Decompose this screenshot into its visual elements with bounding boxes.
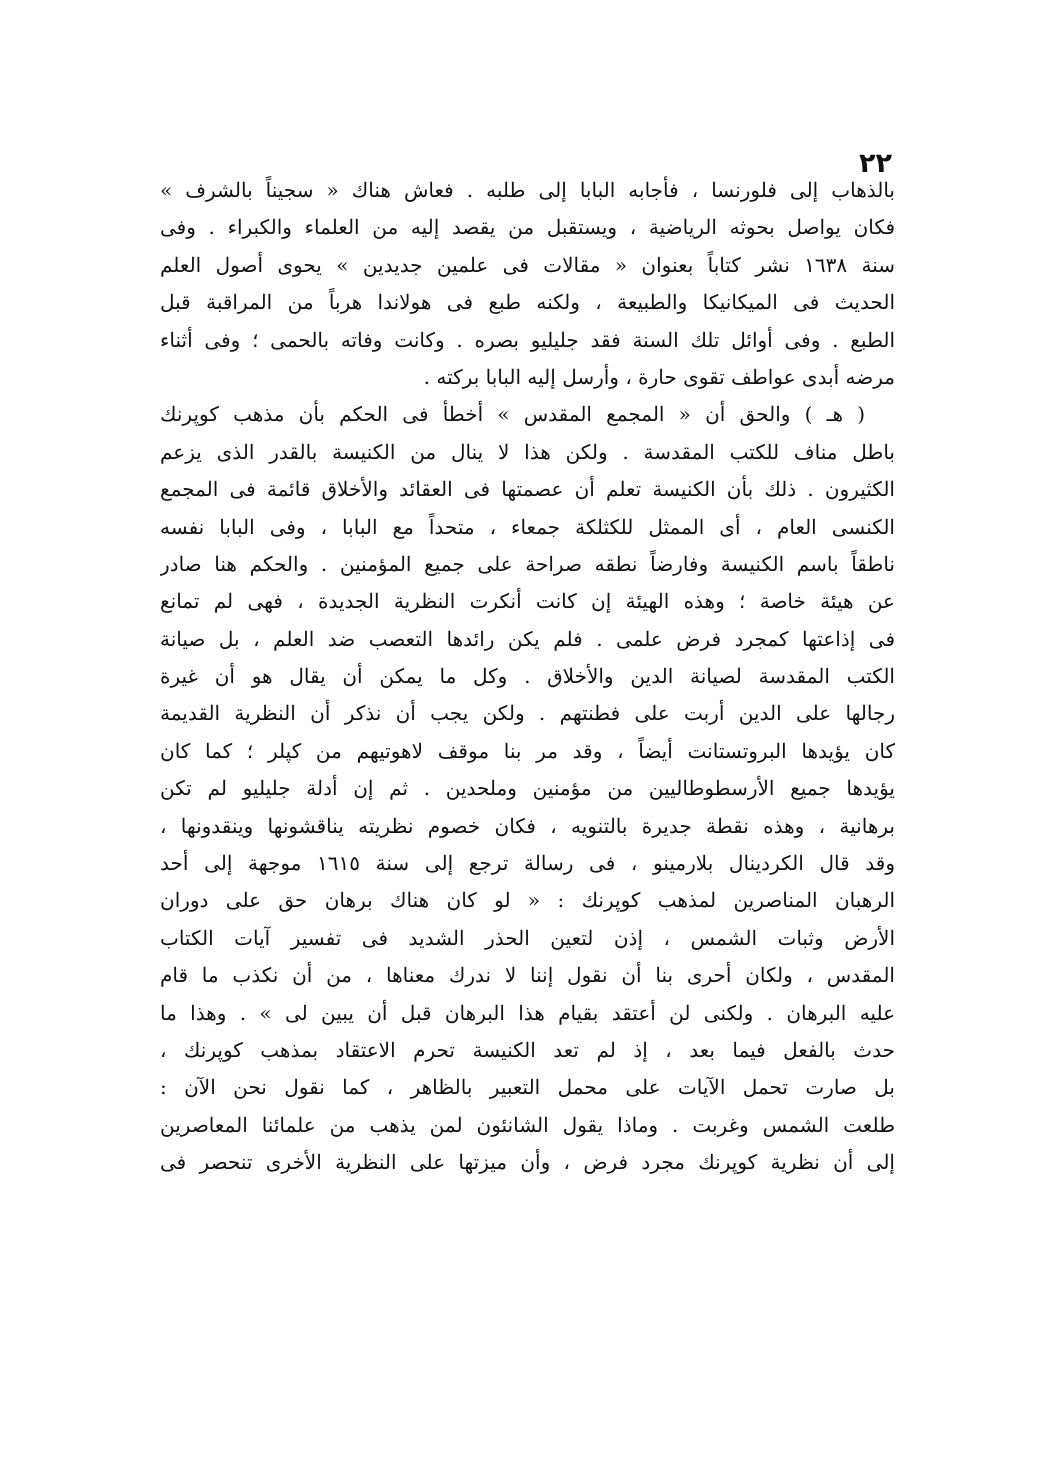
text-line: فكان يواصل بحوثه الرياضية ، ويستقبل من يقصد إليه من العلماء والكبراء . وفى xyxy=(160,215,895,240)
paragraph-section-h xyxy=(160,396,895,1181)
text-line: عن هيئة خاصة ؛ وهذه الهيئة إن كانت أنكرت النظرية الجديدة ، فهى لم تمانع xyxy=(160,589,895,614)
text-line: الطبع . وفى أوائل تلك السنة فقد جليليو بصره . وكانت وفاته بالحمى ؛ وفى أثناء xyxy=(160,327,895,352)
text-line: الحديث فى الميكانيكا والطبيعة ، ولكنه طبع فى هولاندا هرباً من المراقبة قبل xyxy=(160,290,895,315)
text-line: المقدس ، ولكان أحرى بنا أن نقول إننا لا ندرك معناها ، من أن نكذب ما قام xyxy=(160,963,895,988)
text-line: يؤيدها جميع الأرسطوطاليين من مؤمنين وملحدين . ثم إن أدلة جليليو لم تكن xyxy=(160,776,895,801)
text-line: الرهبان المناصرين لمذهب كوپرنك : « لو كان هناك برهان حق على دوران xyxy=(160,888,895,913)
text-line: الكنسى العام ، أى الممثل للكثلكة جمعاء ، متحداً مع البابا ، وفى البابا نفسه xyxy=(160,514,895,539)
text-line: فى إذاعتها كمجرد فرض علمى . فلم يكن رائدها التعصب ضد العلم ، بل صيانة xyxy=(160,626,895,651)
body-text xyxy=(160,172,895,1182)
text-line: رجالها على الدين أربت على فطنتهم . ولكن يجب أن نذكر أن النظرية القديمة xyxy=(160,701,895,726)
paragraph-galileo-final-years xyxy=(160,172,895,396)
text-line: الكتب المقدسة لصيانة الدين والأخلاق . وكل ما يمكن أن يقال هو أن غيرة xyxy=(160,664,895,689)
text-line: برهانية ، وهذه نقطة جديرة بالتنويه ، فكان خصوم نظريته يناقشونها وينقدونها ، xyxy=(160,813,895,838)
text-line: إلى أن نظرية كوپرنك مجرد فرض ، وأن ميزتها على النظرية الأخرى تنحصر فى xyxy=(160,1150,895,1175)
text-line: طلعت الشمس وغربت . وماذا يقول الشانئون لمن يذهب من علمائنا المعاصرين xyxy=(160,1112,895,1137)
text-line: مرضه أبدى عواطف تقوى حارة ، وأرسل إليه البابا بركته . xyxy=(423,364,895,389)
text-line: عليه البرهان . ولكنى لن أعتقد بقيام هذا البرهان قبل أن يبين لى » . وهذا ما xyxy=(160,1000,895,1025)
text-line: وقد قال الكردينال بلارمينو ، فى رسالة ترجع إلى سنة ١٦١٥ موجهة إلى أحد xyxy=(160,851,895,876)
text-line: ( هـ ) والحق أن « المجمع المقدس » أخطأ فى الحكم بأن مذهب كوپرنك xyxy=(160,402,865,427)
text-line: سنة ١٦٣٨ نشر كتاباً بعنوان « مقالات فى علمين جديدين » يحوى أصول العلم xyxy=(160,252,895,277)
text-line: بل صارت تحمل الآيات على محمل التعبير بالظاهر ، كما نقول نحن الآن : xyxy=(160,1075,895,1100)
page-number: ٢٢ xyxy=(859,148,892,179)
text-line: الكثيرون . ذلك بأن الكنيسة تعلم أن عصمتها فى العقائد والأخلاق قائمة فى المجمع xyxy=(160,477,895,502)
text-line: ناطقاً باسم الكنيسة وفارضاً نطقه صراحة على جميع المؤمنين . والحكم هنا صادر xyxy=(160,551,895,576)
text-line: حدث بالفعل فيما بعد ، إذ لم تعد الكنيسة تحرم الاعتقاد بمذهب كوپرنك ، xyxy=(160,1037,895,1062)
text-line: كان يؤيدها البروتستانت أيضاً ، وقد مر بنا موقف لاهوتيهم من كپلر ؛ كما كان xyxy=(160,738,895,763)
text-line: بالذهاب إلى فلورنسا ، فأجابه البابا إلى طلبه . فعاش هناك « سجيناً بالشرف » xyxy=(160,178,895,202)
text-line: الأرض وثبات الشمس ، إذن لتعين الحذر الشديد فى تفسير آيات الكتاب xyxy=(160,925,895,950)
text-line: باطل مناف للكتب المقدسة . ولكن هذا لا ينال من الكنيسة بالقدر الذى يزعم xyxy=(160,439,895,464)
